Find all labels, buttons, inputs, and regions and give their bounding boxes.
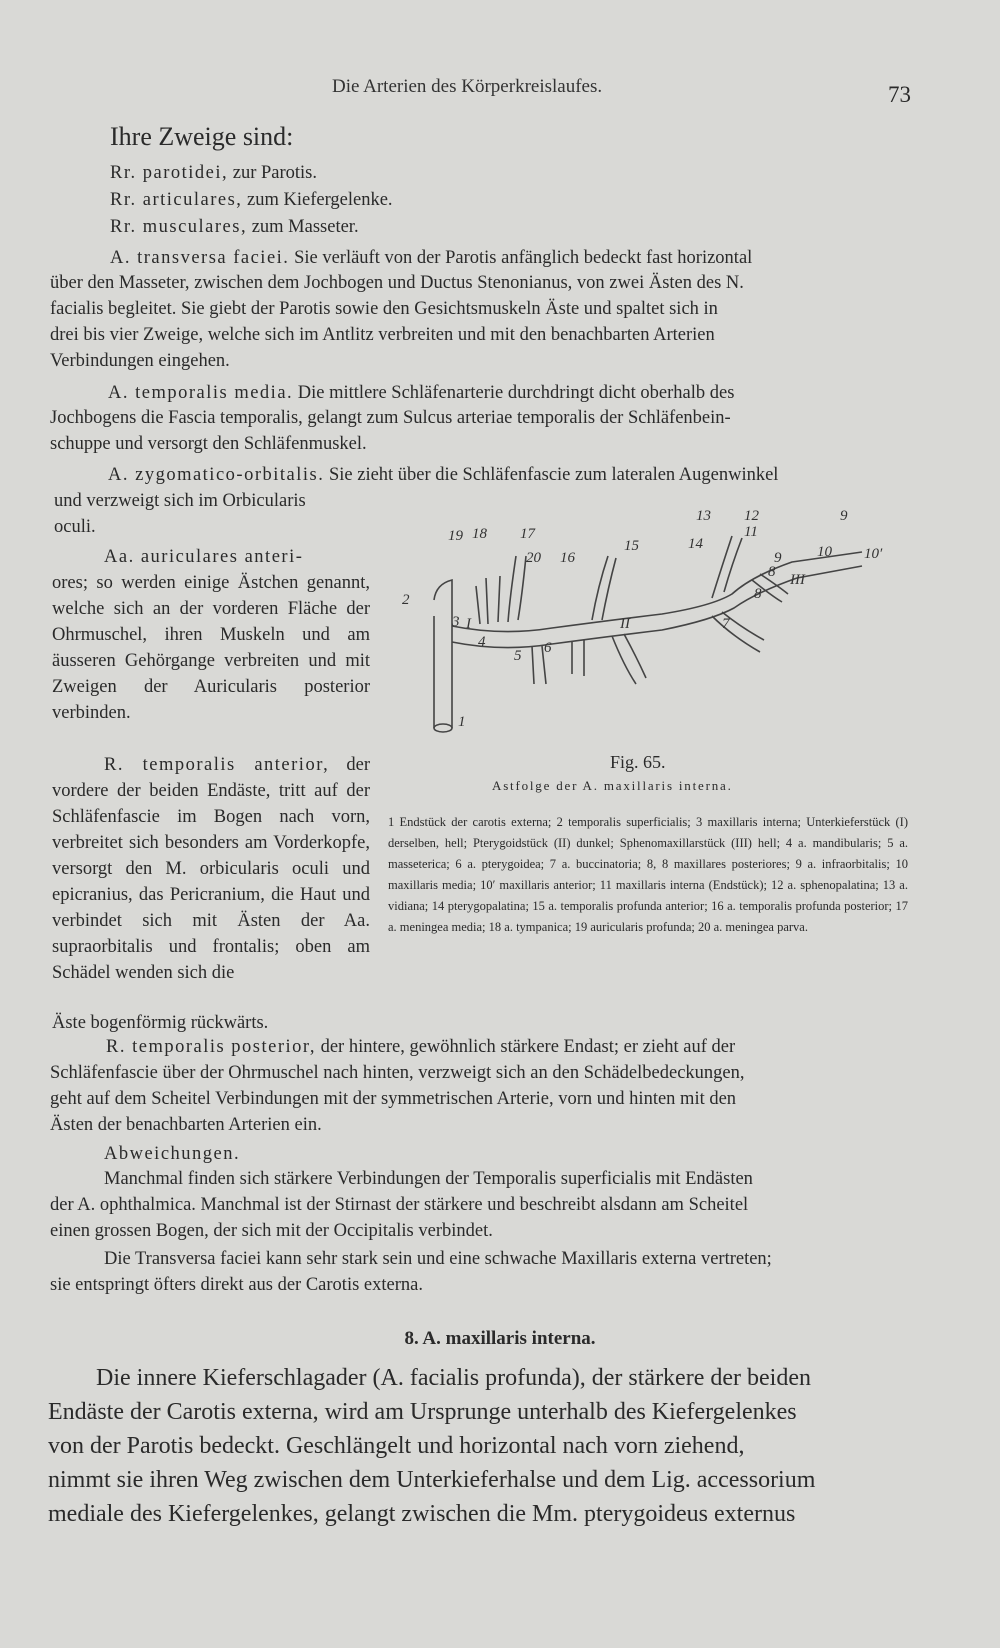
temporalis-media-line-1 <box>108 380 734 406</box>
section-title: 8. A. maxillaris interna. <box>404 1328 596 1349</box>
text: der vordere der beiden Endäste, tritt auf der Schläfenfascie im Bogen nach vorn, verbreitet sich besonders am Vorderkopfe, versorgt den M. orbicularis oculi und epicranius, das Pericranium, die Haut und verbindet sich mit Ästen der Aa. supraorbitalis und frontalis; oben am Schädel wenden sich die <box>52 755 371 983</box>
figure-label: 1 <box>458 714 466 730</box>
zygomatico-line-2: und verzweigt sich im Orbicularis <box>54 491 306 511</box>
section-line-3: von der Parotis bedeckt. Geschlängelt und horizontal nach vorn ziehend, <box>48 1433 745 1459</box>
auriculares-paragraph <box>52 544 370 726</box>
text: zum Kiefergelenke. <box>242 190 393 210</box>
figure-label: 20 <box>526 550 541 566</box>
abweichungen-line-4: Die Transversa faciei kann sehr stark sein und eine schwache Maxillaris externa vertreten; <box>104 1249 772 1269</box>
artery-figure <box>402 508 892 746</box>
figure-label: 16 <box>560 550 575 566</box>
zygomatico-line-1 <box>108 462 778 488</box>
abweichungen-line-5: sie entspringt öfters direkt aus der Carotis externa. <box>50 1275 423 1295</box>
branch-line-2 <box>110 187 393 213</box>
figure-label: 12 <box>744 508 759 524</box>
temporalis-media-line-2: Jochbogens die Fascia temporalis, gelangt zum Sulcus arteriae temporalis der Schläfenbein- <box>50 408 731 428</box>
figure-label: 2 <box>402 592 410 608</box>
figure-label: 7 <box>722 616 730 632</box>
term: Aa. auriculares anteri- <box>104 547 304 567</box>
intro-heading: Ihre Zweige sind: <box>110 122 294 151</box>
masseterica-vessel <box>572 640 584 676</box>
figure-label: 18 <box>472 526 487 542</box>
page-number: 73 <box>888 82 911 107</box>
text: der hintere, gewöhnlich stärkere Endast; er zieht auf der <box>315 1037 736 1057</box>
temporalis-media-line-3: schuppe und versorgt den Schläfenmuskel. <box>50 434 367 454</box>
text: Sie zieht über die Schläfenfascie zum lateralen Augenwinkel <box>324 465 779 485</box>
temporalis-anterior-paragraph <box>52 752 370 986</box>
branch-line-3 <box>110 214 359 240</box>
temporalis-superficialis-vessel <box>434 580 452 600</box>
carotis-end <box>434 724 452 732</box>
figure-label: 19 <box>448 528 463 544</box>
term: A. temporalis media. <box>108 383 294 403</box>
term: R. temporalis anterior, <box>104 755 330 775</box>
meningea-media-vessel <box>508 556 526 622</box>
running-title: Die Arterien des Körperkreislaufes. <box>332 76 603 97</box>
figure-label: 9 <box>774 550 782 566</box>
figure-label: 11 <box>744 524 758 540</box>
temporalis-posterior-line-4: Ästen der benachbarten Arterien ein. <box>50 1115 322 1135</box>
section-line-4: nimmt sie ihren Weg zwischen dem Unterkieferhalse und dem Lig. accessorium <box>48 1467 816 1493</box>
transversa-line-3: facialis begleitet. Sie giebt der Parotis sowie den Gesichtsmuskeln Äste und spaltet sich in <box>50 299 718 319</box>
figure-label: 15 <box>624 538 639 554</box>
term: Rr. articulares, <box>110 190 243 210</box>
figure-label: 8 <box>754 586 762 602</box>
figure-label: 10 <box>817 544 832 560</box>
figure-label: 8 <box>768 564 776 580</box>
figure-label: 10′ <box>864 546 883 562</box>
figure-title: Fig. 65. <box>610 752 666 772</box>
term: A. zygomatico-orbitalis. <box>108 465 325 485</box>
figure-label: 14 <box>688 536 703 552</box>
text: zum Masseter. <box>247 217 359 237</box>
transversa-line-5: Verbindungen eingehen. <box>50 351 230 371</box>
abweichungen-line-2: der A. ophthalmica. Manchmal ist der Stirnast der stärkere und beschreibt alsdann am Scheitel <box>50 1195 749 1215</box>
section-line-5: mediale des Kiefergelenkes, gelangt zwischen die Mm. pterygoideus externus <box>48 1501 796 1527</box>
temporalis-anterior-last: Äste bogenförmig rückwärts. <box>52 1013 269 1033</box>
figure-subtitle: Astfolge der A. maxillaris interna. <box>492 778 733 793</box>
text: so werden einige Ästchen genannt, welche sich an der vorderen Fläche der Ohrmuschel, ihren Muskeln und am äusseren Gehörgange verbreiten und mit Zweigen der Auricularis posterior verbinden. <box>52 573 370 723</box>
figure-label: II <box>620 616 630 632</box>
figure-label: I <box>466 616 471 632</box>
transversa-line-4: drei bis vier Zweige, welche sich im Antlitz verbreiten und mit den benachbarten Arterien <box>50 325 715 345</box>
figure-legend: 1 Endstück der carotis externa; 2 temporalis superficialis; 3 maxillaris interna; Unterkieferstück (I) derselben, hell; Pterygoidstück (II) dunkel; Sphenomaxillarstück (III) hell; 4 a. mandibularis; 5 a. masseterica; 6 a. pterygoidea; 7 a. buccinatoria; 8, 8 maxillares posteriores; 9 a. infraorbitalis; 10 maxillaris media; 10′ maxillaris anterior; 11 maxillaris interna (Endstück); 12 a. sphenopalatina; 13 a. vidiana; 14 pterygopalatina; 15 a. temporalis profunda anterior; 16 a. temporalis profunda posterior; 17 a. meningea media; 18 a. tympanica; 19 auricularis profunda; 20 a. meningea parva. <box>388 815 908 934</box>
temporalis-posterior-line-2: Schläfenfascie über der Ohrmuschel nach hinten, verzweigt sich an den Schädelbedeckungen, <box>50 1063 745 1083</box>
term: Rr. parotidei, <box>110 163 229 183</box>
buccinatoria-vessel <box>712 612 764 652</box>
figure-label: 9 <box>840 508 848 524</box>
text: zur Parotis. <box>228 163 317 183</box>
zygomatico-line-3: oculi. <box>54 517 96 537</box>
abweichungen-line-3: einen grossen Bogen, der sich mit der Occipitalis verbindet. <box>50 1221 493 1241</box>
abweichungen-heading: Abweichungen. <box>104 1144 241 1164</box>
figure-label: 13 <box>696 508 711 524</box>
figure-label: III <box>790 572 805 588</box>
text: Sie verläuft von der Parotis anfänglich bedeckt fast horizontal <box>289 248 753 268</box>
ear-branches <box>476 576 500 624</box>
temporalis-posterior-line-3: geht auf dem Scheitel Verbindungen mit der symmetrischen Arterie, vorn und hinten mit den <box>50 1089 737 1109</box>
pterygoidea-vessel <box>612 634 646 684</box>
figure-label: 6 <box>544 640 552 656</box>
temporalis-profunda-vessel <box>592 556 616 620</box>
branch-line-1 <box>110 160 317 186</box>
figure-label: 3 <box>452 614 460 630</box>
figure-label: 4 <box>478 634 486 650</box>
temporalis-posterior-line-1 <box>106 1034 735 1060</box>
figure-label: 17 <box>520 526 535 542</box>
maxillaris-interna-top <box>452 552 862 632</box>
transversa-line-1 <box>110 245 752 271</box>
transversa-line-2: über den Masseter, zwischen dem Jochbogen und Ductus Stenonianus, von zwei Ästen des N. <box>50 273 744 293</box>
text: Die mittlere Schläfenarterie durchdringt dicht oberhalb des <box>293 383 735 403</box>
abweichungen-line-1: Manchmal finden sich stärkere Verbindungen der Temporalis superficialis mit Endästen <box>104 1169 753 1189</box>
term: A. transversa faciei. <box>110 248 290 268</box>
carotis-vessel <box>434 600 452 728</box>
section-line-1: Die innere Kieferschlagader (A. facialis profunda), der stärkere der beiden <box>96 1365 811 1391</box>
term: Rr. musculares, <box>110 217 248 237</box>
text: ores; <box>52 573 88 593</box>
term: R. temporalis posterior, <box>106 1037 316 1057</box>
section-line-2: Endäste der Carotis externa, wird am Ursprunge unterhalb des Kiefergelenkes <box>48 1399 797 1425</box>
figure-label: 5 <box>514 648 522 664</box>
